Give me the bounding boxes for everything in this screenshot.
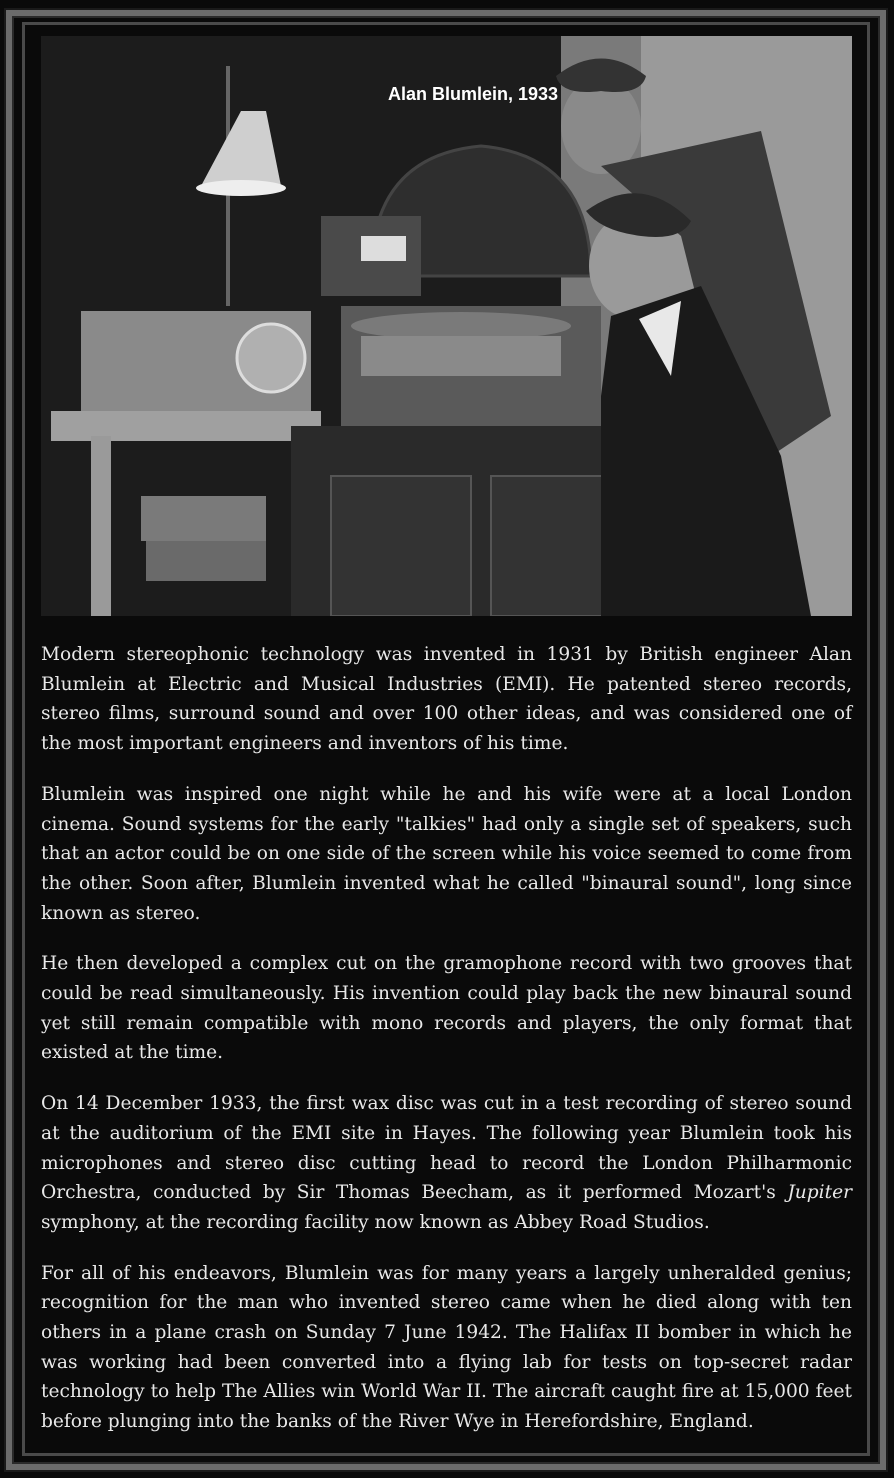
paragraph-1: Modern stereophonic technology was invented in 1931 by British engineer Alan Blumlein at Electric and Musical Industries (EMI). He patented stereo records, stereo films, surround sound and over 100 other ideas, and was considered one of the most important engineers and inventors of his time.	[41, 644, 852, 755]
paragraph-5: For all of his endeavors, Blumlein was for many years a largely unheralded genius; recognition for the man who invented stereo came when he died along with ten others in a plane crash on Sunday 7 June 1942. The Halifax II bomber in which he was working had been converted into a flying lab for tests on top-secret radar technology to help The Allies win World War II. The aircraft caught fire at 15,000 feet before plunging into the banks of the River Wye in Herefordshire, England.	[41, 1262, 852, 1433]
paragraph-3: He then developed a complex cut on the gramophone record with two grooves that could be read simultaneously. His invention could play back the new binaural sound yet still remain compatible with mono records and players, the only format that existed at the time.	[41, 953, 852, 1064]
paragraph-2: Blumlein was inspired one night while he and his wife were at a local London cinema. Sound systems for the early "talkies" had only a single set of speakers, such that an actor could be on one side of the screen while his voice seemed to come from the other. Soon after, Blumlein invented what he called "binaural sound", long since known as stereo.	[41, 783, 852, 924]
paragraph-4-part-1: On 14 December 1933, the first wax disc was cut in a test recording of stereo sound at the auditorium of the EMI site in Hayes. The following year Blumlein took his microphones and stereo disc cutting head to record the London Philharmonic Orchestra, conducted by Sir Thomas Beecham, as it performed Mozart's	[41, 1093, 852, 1204]
photo-icon	[41, 36, 852, 616]
photo-caption: Alan Blumlein, 1933	[387, 84, 559, 104]
article-body	[41, 640, 852, 1458]
jupiter-title: Jupiter	[787, 1182, 852, 1204]
historical-photo	[41, 36, 852, 616]
paragraph-4	[41, 1089, 852, 1238]
paragraph-4-part-2: symphony, at the recording facility now known as Abbey Road Studios.	[41, 1211, 710, 1233]
